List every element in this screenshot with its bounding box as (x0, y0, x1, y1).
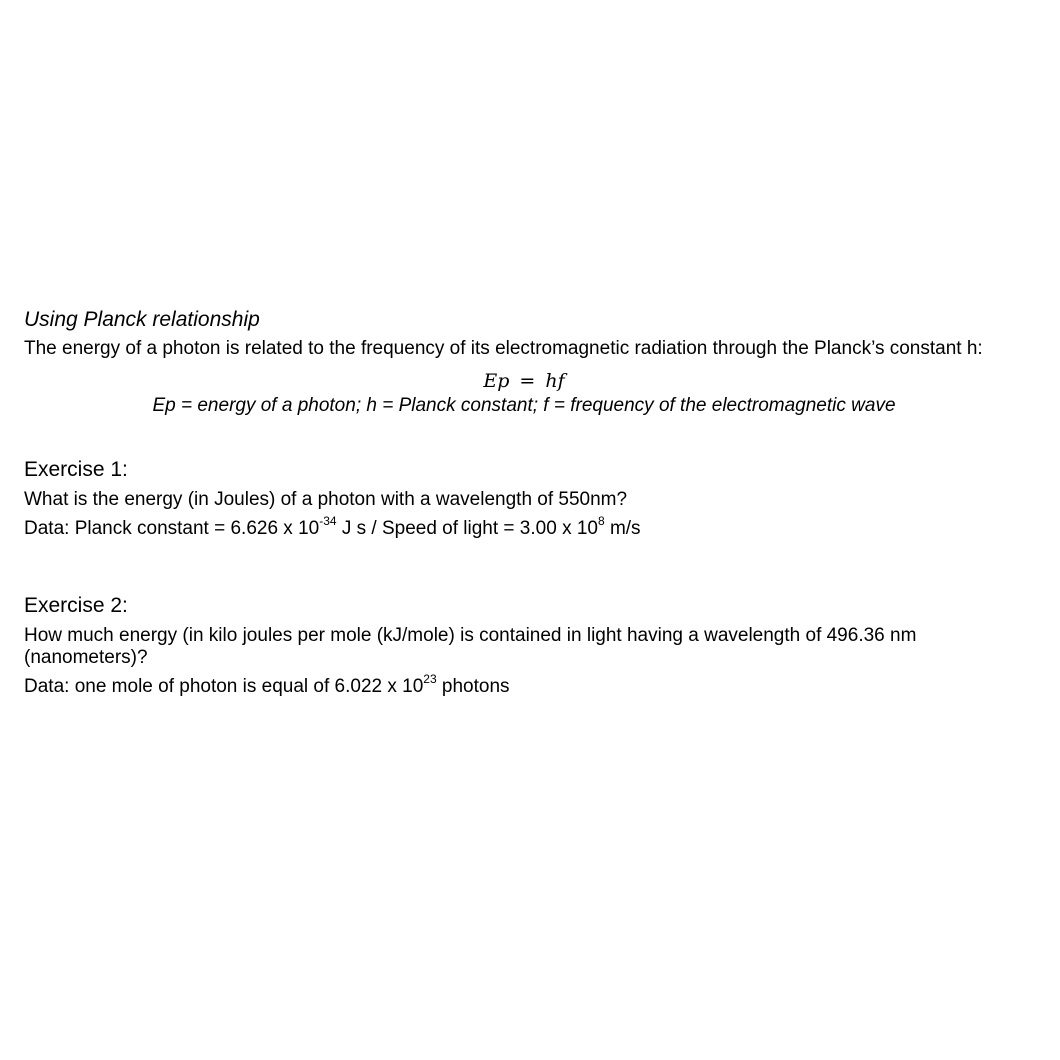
exercise-1-exponent-light: 8 (597, 513, 605, 528)
formula-legend: Ep = energy of a photon; h = Planck constant; f = frequency of the electromagnetic wave (152, 395, 896, 416)
intro-paragraph: The energy of a photon is related to the frequency of its electromagnetic radiation through the Planck’s constant h: (24, 338, 983, 359)
formula-rhs: hf (545, 370, 565, 392)
formula-equals: = (519, 370, 536, 392)
planck-formula (24, 368, 1024, 394)
exercise-2-data (24, 671, 1024, 698)
document-body (24, 306, 1024, 698)
exercise-2-exponent: 23 (423, 671, 437, 686)
exercise-2-data-prefix: Data: one mole of photon is equal of 6.022 x 10 (24, 676, 424, 697)
exercise-1-data-prefix: Data: Planck constant = 6.626 x 10 (24, 518, 320, 539)
exercise-1-exponent-planck: -34 (319, 513, 337, 528)
exercise-1-data-suffix: m/s (604, 518, 641, 539)
section-heading: Using Planck relationship (24, 308, 260, 331)
exercise-2-question: How much energy (in kilo joules per mole (kJ/mole) is contained in light having a wavelength of 496.36 nm (nanometers)? (24, 625, 917, 668)
formula-lhs: Ep (483, 370, 510, 392)
exercise-1-data-middle: J s / Speed of light = 3.00 x 10 (336, 518, 598, 539)
exercise-1-title: Exercise 1: (24, 458, 128, 481)
exercise-2-data-suffix: photons (436, 676, 510, 697)
exercise-1-data (24, 513, 1024, 540)
exercise-2-title: Exercise 2: (24, 594, 128, 617)
exercise-1-question: What is the energy (in Joules) of a photon with a wavelength of 550nm? (24, 489, 628, 510)
